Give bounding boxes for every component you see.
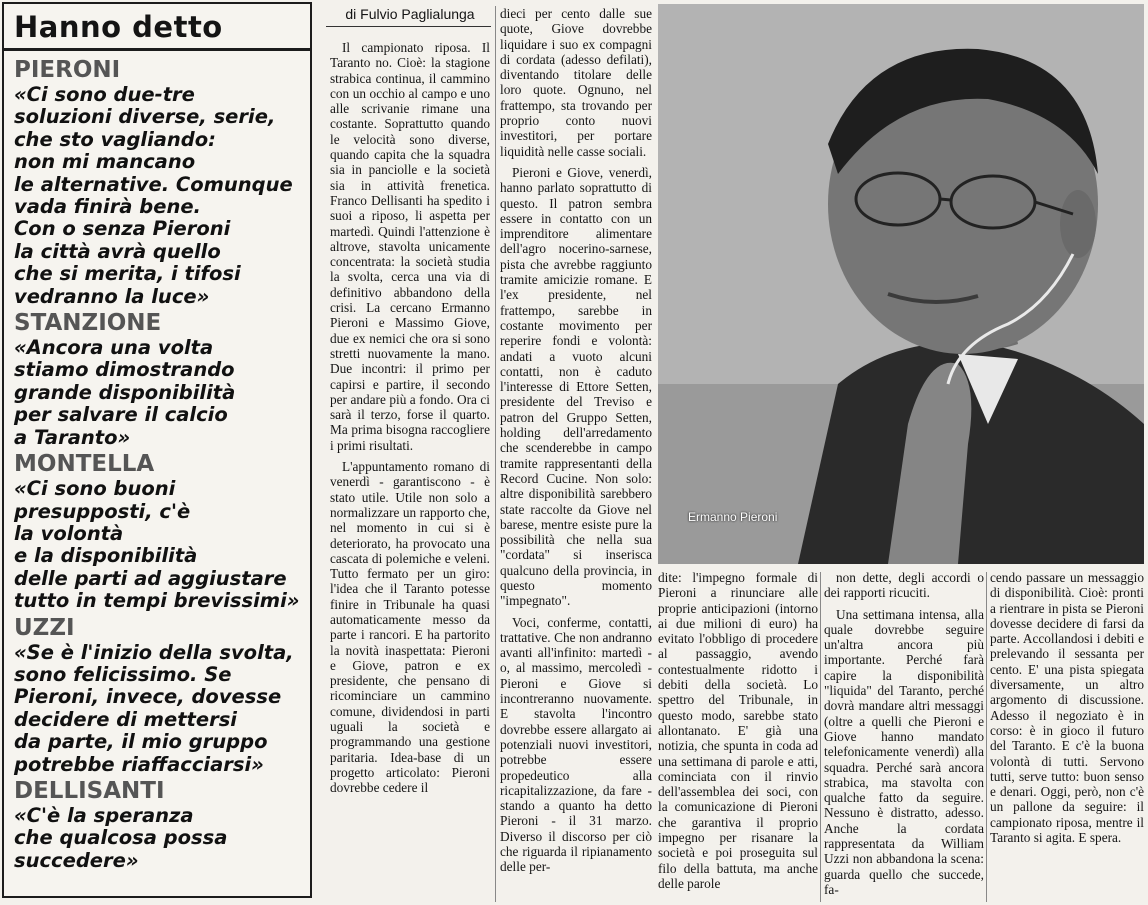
article-column-5 <box>990 570 1144 902</box>
speaker-quote: «Ancora una volta stiamo dimostrando grande disponibilità per salvare il calcio a Taranto» <box>14 336 236 449</box>
portrait-photo <box>658 4 1144 564</box>
article-paragraph: dieci per cento dalle sue quote, Giove dovrebbe liquidare i suo ex compagni di cordata (adesso defilati), diventando titolare delle loro quote. Ognuno, nel frattempo, sta trovando per proprio conto nuovi investitori, per portare liquidità nelle casse sociali. <box>500 6 652 159</box>
article-column-4 <box>824 570 984 902</box>
speaker-quote: «Ci sono due-tre soluzioni diverse, serie, che sto vagliando: non mi mancano le alternative. Comunque vada finirà bene. Con o senza Pieroni la città avrà quello che si merita, i tifosi vedranno la luce» <box>14 83 293 308</box>
article-paragraph: Voci, conferme, contatti, trattative. Che non andranno avanti all'infinito: martedì - o, al massimo, mercoledì - Pieroni e Giove si incontreranno nuovamente. E stavolta l'incontro dovrebbe essere allargato ai potenziali nuovi investitori, potrebbe essere propedeutico alla ricapitalizzazione, da fare - stando a quanto ha detto Pieroni - il 31 marzo. Diverso il discorso per ciò che riguarda il ripianamento delle per- <box>500 614 652 875</box>
article-column-2 <box>500 6 652 902</box>
speaker-name: PIERONI <box>14 57 121 83</box>
photo-caption: Ermanno Pieroni <box>688 510 778 524</box>
article-paragraph: dite: l'impegno formale di Pieroni a rinunciare alle proprie anticipazioni (intorno ai due milioni di euro) ha evitato l'obbligo di procedere al passaggio, avendo contestualmente ridotto i debiti della società. Lo spettro del Tribunale, in questo modo, sarebbe stato allontanato. E' già una notizia, che spunta in coda ad una settimana di parole e atti, cominciata con il rinvio dell'assemblea dei soci, con la comunicazione di Pieroni che garantiva il proprio impegno per risanare la società e poi proseguita sul filo della battuta, ma anche delle parole <box>658 570 818 891</box>
article-paragraph: Il campionato riposa. Il Taranto no. Cioè: la stagione strabica continua, il cammino con un occhio al campo e uno alle scrivanie rimane una costante. Soprattutto quando le velocità sono diverse, quando capita che la squadra sia in panciolle e la società sia in attività frenetica. Franco Dellisanti ha spedito i suoi a riposo, li aspetta per martedì. Quindi l'attenzione è altrove, stavolta unicamente concentrata: la società studia la svolta, cerca una via di definitivo abbandono della crisi. La cercano Ermanno Pieroni e Massimo Giove, due ex nemici che ora si sono stretti nuovamente la mano. Due incontri: il primo per capirsi e partire, il secondo per andare più a fondo. Ora ci sarà il terzo, forse il quarto. Ma prima bisogna raccogliere i primi risultati. <box>330 40 490 453</box>
box-title: Hanno detto <box>14 10 223 44</box>
article-paragraph: cendo passare un messaggio di disponibilità. Cioè: pronti a rientrare in pista se Pieroni dovesse decidere di farsi da parte. Accollandosi i debiti e prelevando il sessanta per cento. E' una pista spiegata diversamente, un altro argomento di discussione. Adesso il negoziato è in corso: è in gioco il futuro del Taranto. E c'è la buona volontà di tutti. Servono tutti, serve tutto: buon senso e denari. Oggi, però, non c'è un pallone da seguire: il campionato riposa, mentre il Taranto si agita. E spera. <box>990 570 1144 846</box>
column-divider <box>986 572 987 902</box>
column-divider <box>495 6 496 902</box>
quotes-list <box>4 57 310 872</box>
speaker-quote: «Ci sono buoni presupposti, c'è la volontà e la disponibilità delle parti ad aggiustare tutto in tempi brevissimi» <box>14 477 300 613</box>
byline-rule <box>326 26 491 27</box>
column-divider <box>820 572 821 902</box>
speaker-name: DELLISANTI <box>14 777 165 804</box>
portrait-illustration <box>658 4 1144 564</box>
article-column-1 <box>330 40 490 902</box>
box-title-rule <box>4 48 310 51</box>
article-paragraph: non dette, degli accordi o dei rapporti ricuciti. <box>824 570 984 601</box>
speaker-quote: «Se è l'inizio della svolta, sono felicissimo. Se Pieroni, invece, dovesse decidere di mettersi da parte, il mio gruppo potrebbe riaffacciarsi» <box>14 640 294 776</box>
article-column-3 <box>658 570 818 902</box>
byline: di Fulvio Paglialunga <box>345 6 475 22</box>
quotes-box <box>2 2 312 898</box>
speaker-name: MONTELLA <box>14 451 155 478</box>
article-paragraph: L'appuntamento romano di venerdì - garantiscono - è stato utile. Utile non solo a normalizzare un rapporto che, nel momento in cui si è deteriorato, ha provocato una cascata di polemiche e veleni. Tutto fermato per un giro: l'idea che il Taranto potesse finire in Tribunale ha quasi automaticamente messo da parte i rancori. E ha partorito la novità inaspettata: Pieroni e Giove, patron e ex presidente, che pensano di ricominciare un cammino comune, dividendosi in parti uguali la società e programmando una gestione paritaria. Idea-base di un progetto articolato: Pieroni dovrebbe cedere il <box>330 459 490 796</box>
speaker-name: STANZIONE <box>14 310 162 337</box>
article-paragraph: Una settimana intensa, alla quale dovrebbe seguire un'altra ancora più importante. Perché farà capire la disponibilità "liquida" del Taranto, perché dovrà mandare altri messaggi (oltre a quelli che Pieroni e Giove hanno mandato telefonicamente venerdì) alla squadra. Perché sarà ancora strabica, ma stavolta con qualche fatto da seguire. Nessuno è distratto, adesso. Anche la cordata rappresentata da William Uzzi non abbandona la scena: guarda quello che succede, fa- <box>824 606 984 897</box>
speaker-quote: «C'è la speranza che qualcosa possa succedere» <box>14 803 228 872</box>
speaker-name: UZZI <box>14 614 75 641</box>
article-paragraph: Pieroni e Giove, venerdì, hanno parlato soprattutto di questo. Il patron sembra essere in contatto con un imprenditore alimentare dell'agro nocerino-sarnese, pista che avrebbe raggiunto tramite amicizie romane. E l'ex presidente, nel frattempo, sarebbe in costante movimento per reperire fondi e volontà: andati a vuoto alcuni contatti, non è caduto l'interesse di Ettore Setten, presidente del Treviso e patron del Gruppo Setten, holding dell'arredamento che scenderebbe in campo tramite rappresentanti della Record Cucine. Non solo: altre disponibilità sarebbero state raccolte da Giove nel barese, mentre esiste pure la possibilità che nella sua "cordata" si inserisca qualcuno della provincia, in questo momento "impegnato". <box>500 164 652 609</box>
